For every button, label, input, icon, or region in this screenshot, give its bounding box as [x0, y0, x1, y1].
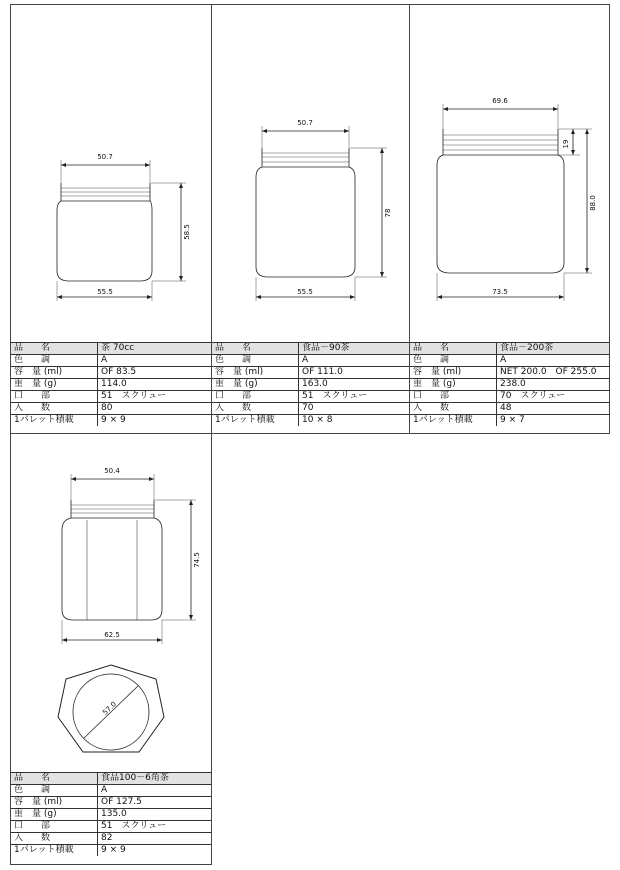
dim-top-1: 50.7 — [97, 153, 113, 161]
spec-row-mouth — [410, 391, 609, 403]
spec-row-count — [212, 403, 409, 415]
spec-value: 食品100－6角茶 — [98, 773, 212, 785]
dim-diameter-4: 57.0 — [101, 700, 118, 717]
spec-label: 品 名 — [11, 343, 98, 355]
spec-value: A — [98, 785, 212, 797]
spec-value: 238.0 — [497, 379, 610, 391]
spec-label: 色 調 — [11, 785, 98, 797]
spec-row-weight — [11, 809, 211, 821]
spec-label: 1パレット積載 — [212, 415, 299, 427]
dim-top-3: 69.6 — [492, 97, 508, 105]
spec-label: 容 量 (ml) — [212, 367, 299, 379]
spec-label: 色 調 — [212, 355, 299, 367]
product-panel-4 — [10, 433, 212, 865]
spec-value: 163.0 — [299, 379, 410, 391]
jar-drawing-3 — [410, 5, 609, 340]
spec-value: 48 — [497, 403, 610, 415]
spec-value: 9 × 9 — [98, 845, 212, 857]
spec-value: A — [497, 355, 610, 367]
spec-value: 70 スクリュー — [497, 391, 610, 403]
spec-value: OF 111.0 — [299, 367, 410, 379]
spec-label: 品 名 — [410, 343, 497, 355]
spec-row-pallet — [212, 415, 409, 427]
spec-label: 1パレット積載 — [11, 415, 98, 427]
spec-value: 食品－200茶 — [497, 343, 610, 355]
spec-value: 70 — [299, 403, 410, 415]
spec-row-weight — [212, 379, 409, 391]
spec-label: 容 量 (ml) — [11, 797, 98, 809]
spec-row-name — [212, 343, 409, 355]
spec-row-weight — [11, 379, 211, 391]
spec-value: A — [299, 355, 410, 367]
spec-row-mouth — [212, 391, 409, 403]
spec-value: 114.0 — [98, 379, 212, 391]
dim-top-2: 50.7 — [297, 119, 313, 127]
spec-row-capacity — [410, 367, 609, 379]
spec-row-name — [410, 343, 609, 355]
spec-value: 82 — [98, 833, 212, 845]
spec-label: 品 名 — [11, 773, 98, 785]
spec-row-mouth — [11, 821, 211, 833]
product-panel-2 — [211, 4, 410, 434]
spec-label: 色 調 — [11, 355, 98, 367]
spec-value: 80 — [98, 403, 212, 415]
dim-bottom-4: 62.5 — [104, 631, 120, 639]
spec-label: 色 調 — [410, 355, 497, 367]
dim-height-1: 58.5 — [183, 224, 191, 240]
spec-label: 容 量 (ml) — [11, 367, 98, 379]
spec-label: 重 量 (g) — [212, 379, 299, 391]
spec-label: 口 部 — [212, 391, 299, 403]
spec-label: 1パレット積載 — [410, 415, 497, 427]
spec-row-pallet — [11, 845, 211, 857]
spec-row-color — [212, 355, 409, 367]
spec-table-2 — [212, 342, 409, 426]
spec-row-weight — [410, 379, 609, 391]
spec-row-mouth — [11, 391, 211, 403]
spec-value: 9 × 7 — [497, 415, 610, 427]
spec-label: 口 部 — [11, 391, 98, 403]
spec-label: 口 部 — [410, 391, 497, 403]
dim-bottom-1: 55.5 — [97, 288, 113, 296]
spec-row-pallet — [410, 415, 609, 427]
spec-value: 51 スクリュー — [98, 391, 212, 403]
jar-drawing-1 — [11, 5, 211, 340]
spec-row-count — [410, 403, 609, 415]
spec-table-4 — [11, 772, 211, 856]
spec-row-capacity — [212, 367, 409, 379]
spec-row-name — [11, 343, 211, 355]
spec-label: 口 部 — [11, 821, 98, 833]
spec-label: 重 量 (g) — [11, 809, 98, 821]
spec-value: OF 127.5 — [98, 797, 212, 809]
dim-height-4: 74.5 — [193, 552, 201, 568]
spec-label: 重 量 (g) — [410, 379, 497, 391]
spec-value: 51 スクリュー — [98, 821, 212, 833]
jar-drawing-2 — [212, 5, 409, 340]
spec-label: 重 量 (g) — [11, 379, 98, 391]
spec-row-color — [11, 355, 211, 367]
dim-top-4: 50.4 — [104, 467, 120, 475]
spec-row-capacity — [11, 367, 211, 379]
spec-label: 入 数 — [11, 403, 98, 415]
spec-value: NET 200.0 OF 255.0 — [497, 367, 610, 379]
spec-label: 入 数 — [11, 833, 98, 845]
dim-height-2: 78 — [384, 208, 392, 218]
product-panel-3 — [409, 4, 610, 434]
spec-label: 容 量 (ml) — [410, 367, 497, 379]
spec-label: 入 数 — [410, 403, 497, 415]
dim-bottom-2: 55.5 — [297, 288, 313, 296]
spec-value: 茶 70cc — [98, 343, 212, 355]
spec-row-capacity — [11, 797, 211, 809]
spec-table-3 — [410, 342, 609, 426]
spec-value: A — [98, 355, 212, 367]
spec-table-1 — [11, 342, 211, 426]
spec-value: 51 スクリュー — [299, 391, 410, 403]
spec-value: 10 × 8 — [299, 415, 410, 427]
spec-row-color — [410, 355, 609, 367]
spec-label: 1パレット積載 — [11, 845, 98, 857]
spec-label: 入 数 — [212, 403, 299, 415]
jar-drawing-4 — [11, 434, 211, 772]
product-panel-1 — [10, 4, 212, 434]
spec-row-count — [11, 403, 211, 415]
dim-bottom-3: 73.5 — [492, 288, 508, 296]
spec-row-count — [11, 833, 211, 845]
spec-label: 品 名 — [212, 343, 299, 355]
spec-row-color — [11, 785, 211, 797]
dim-height-3: 88.0 — [589, 195, 597, 211]
spec-value: OF 83.5 — [98, 367, 212, 379]
spec-value: 食品－90茶 — [299, 343, 410, 355]
spec-value: 135.0 — [98, 809, 212, 821]
spec-row-pallet — [11, 415, 211, 427]
spec-value: 9 × 9 — [98, 415, 212, 427]
dim-neck-3: 19 — [562, 139, 570, 149]
spec-row-name — [11, 773, 211, 785]
